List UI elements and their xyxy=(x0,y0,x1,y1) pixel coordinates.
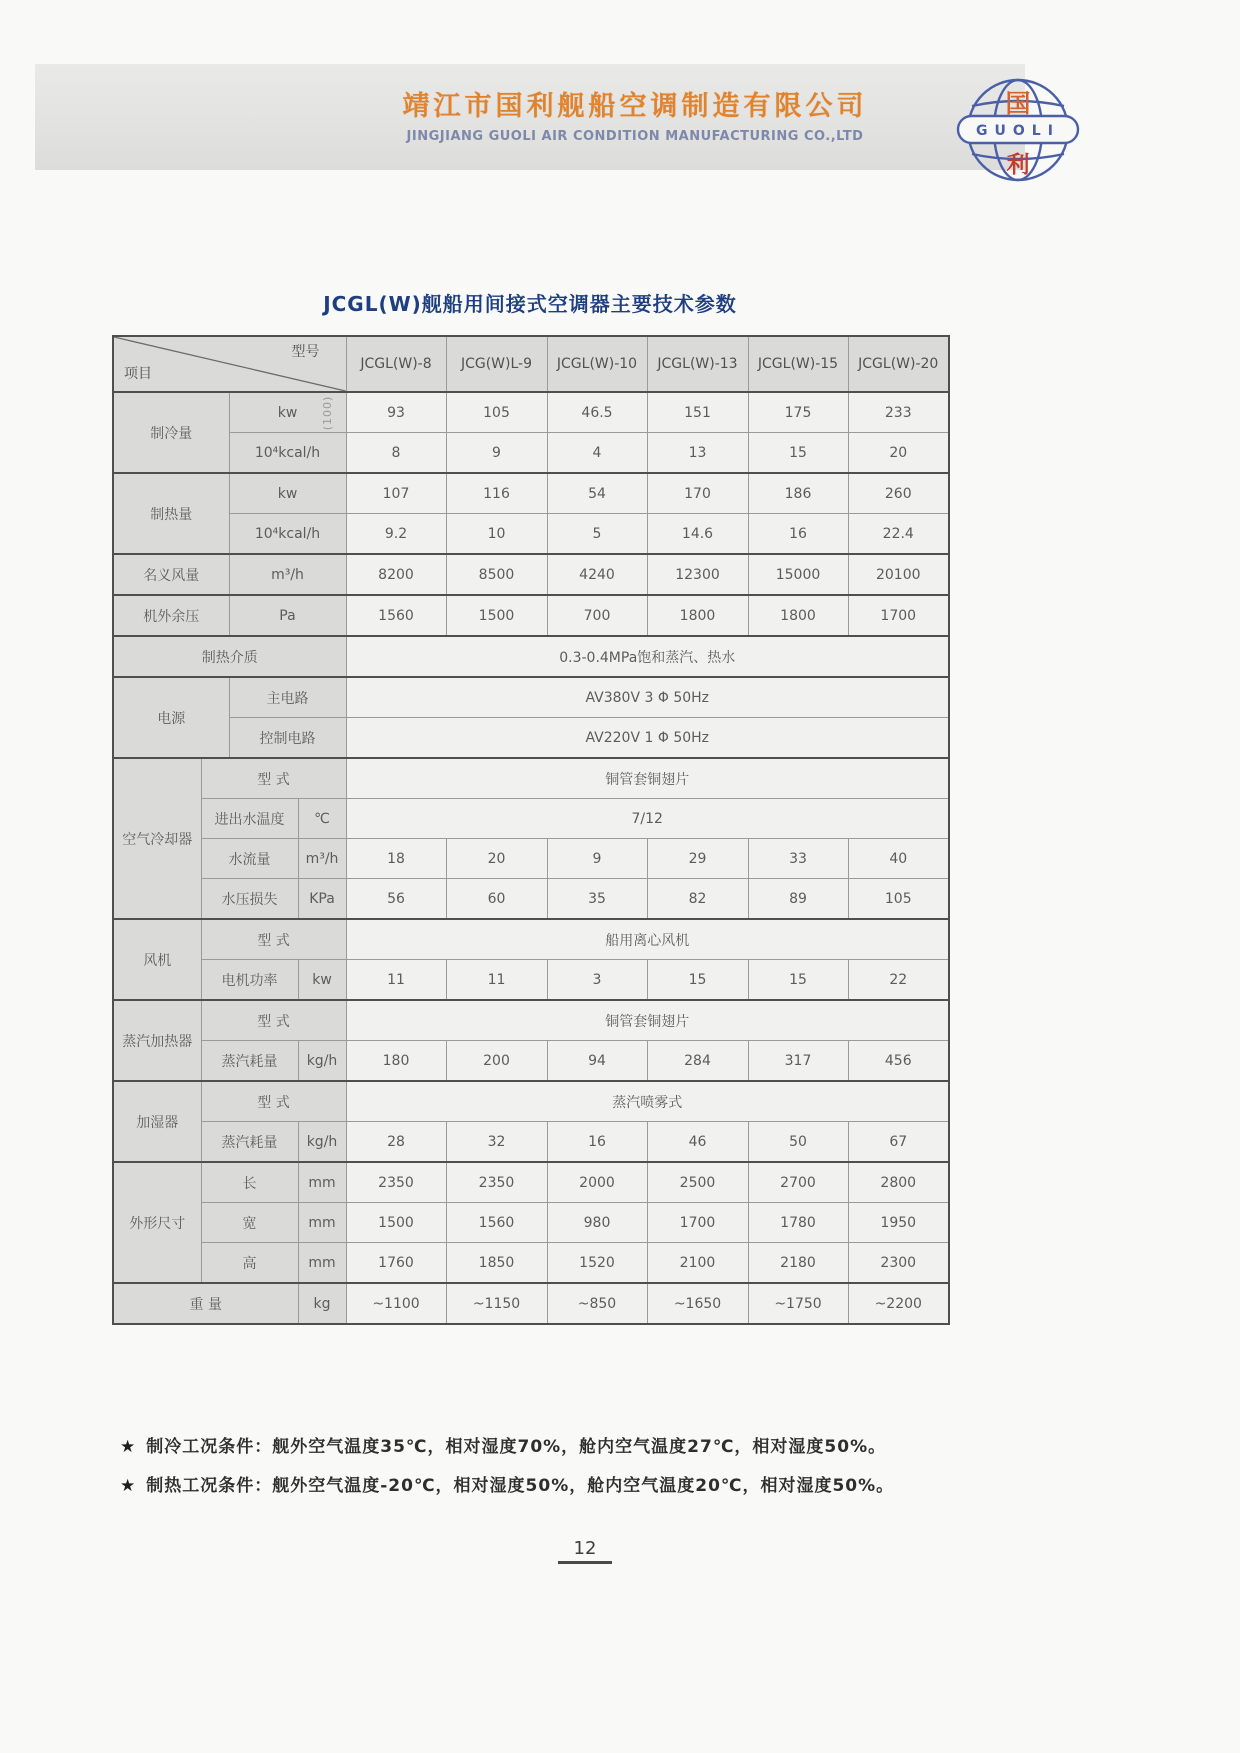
value-cell: 11 xyxy=(446,960,547,1001)
value-cell: 1850 xyxy=(446,1243,547,1284)
row-unit-label: Pa xyxy=(229,595,346,636)
table-row xyxy=(113,636,949,677)
value-cell: 170 xyxy=(647,473,748,514)
value-cell: 4240 xyxy=(547,554,647,595)
value-cell: ~1650 xyxy=(647,1283,748,1324)
value-cell: 105 xyxy=(446,392,547,433)
value-cell: 14.6 xyxy=(647,514,748,555)
corner-label-model: 型号 xyxy=(291,344,320,360)
table-row xyxy=(113,392,949,433)
value-cell: 12300 xyxy=(647,554,748,595)
row-sub-label: 型 式 xyxy=(201,1000,346,1041)
company-name-cn: 靖江市国利舰船空调制造有限公司 xyxy=(402,91,868,122)
merged-value-cell: 船用离心风机 xyxy=(346,919,949,960)
star-icon: ★ xyxy=(120,1476,137,1496)
merged-value-cell: 铜管套铜翅片 xyxy=(346,758,949,799)
merged-value-cell: 蒸汽喷雾式 xyxy=(346,1081,949,1122)
model-header: JCGL(W)-13 xyxy=(647,336,748,392)
value-cell: 2700 xyxy=(748,1162,848,1203)
table-row xyxy=(113,595,949,636)
value-cell: 260 xyxy=(848,473,949,514)
value-cell: 2500 xyxy=(647,1162,748,1203)
spec-table xyxy=(112,335,950,1325)
value-cell: 93 xyxy=(346,392,446,433)
row-unit-label: mm xyxy=(298,1243,346,1284)
table-row xyxy=(113,1203,949,1243)
note-heating-condition xyxy=(120,1471,1020,1496)
diagonal-corner-cell xyxy=(113,336,346,392)
value-cell: 1560 xyxy=(446,1203,547,1243)
table-row xyxy=(113,758,949,799)
value-cell: 700 xyxy=(547,595,647,636)
value-cell: 54 xyxy=(547,473,647,514)
row-group-label: 名义风量 xyxy=(113,554,229,595)
value-cell: 1800 xyxy=(748,595,848,636)
value-cell: 16 xyxy=(748,514,848,555)
table-row xyxy=(113,514,949,555)
value-cell: 1500 xyxy=(346,1203,446,1243)
page-number-wrap xyxy=(0,1538,1170,1564)
value-cell: 4 xyxy=(547,433,647,474)
table-header-row xyxy=(113,336,949,392)
value-cell: 20100 xyxy=(848,554,949,595)
value-cell: 1780 xyxy=(748,1203,848,1243)
globe-icon xyxy=(952,66,1084,194)
company-name-en: JINGJIANG GUOLI AIR CONDITION MANUFACTURING CO.,LTD xyxy=(406,129,864,144)
value-cell: 8 xyxy=(346,433,446,474)
model-header: JCGL(W)-8 xyxy=(346,336,446,392)
value-cell: 151 xyxy=(647,392,748,433)
value-cell: 20 xyxy=(848,433,949,474)
value-cell: 1950 xyxy=(848,1203,949,1243)
table-row xyxy=(113,1122,949,1163)
value-cell: 1800 xyxy=(647,595,748,636)
value-cell: 33 xyxy=(748,839,848,879)
table-row xyxy=(113,1243,949,1284)
table-row xyxy=(113,1041,949,1082)
table-row xyxy=(113,1283,949,1324)
table-row xyxy=(113,1162,949,1203)
value-cell: ~1750 xyxy=(748,1283,848,1324)
value-cell: 5 xyxy=(547,514,647,555)
value-cell: 105 xyxy=(848,879,949,920)
row-sub-label: 10⁴kcal/h xyxy=(229,514,346,555)
value-cell: 94 xyxy=(547,1041,647,1082)
row-unit-label: mm xyxy=(298,1203,346,1243)
value-cell: ~1150 xyxy=(446,1283,547,1324)
value-cell: 28 xyxy=(346,1122,446,1163)
table-row xyxy=(113,960,949,1001)
value-cell: 9 xyxy=(446,433,547,474)
value-cell: 1700 xyxy=(848,595,949,636)
value-cell: 1700 xyxy=(647,1203,748,1243)
value-cell: 2800 xyxy=(848,1162,949,1203)
table-row xyxy=(113,473,949,514)
row-unit-label: kg/h xyxy=(298,1041,346,1082)
row-group-label: 制冷量 xyxy=(113,392,229,473)
value-cell: 180 xyxy=(346,1041,446,1082)
value-cell: 233 xyxy=(848,392,949,433)
value-cell: 18 xyxy=(346,839,446,879)
value-cell: 50 xyxy=(748,1122,848,1163)
star-icon: ★ xyxy=(120,1437,137,1457)
value-cell: 1760 xyxy=(346,1243,446,1284)
value-cell: 980 xyxy=(547,1203,647,1243)
value-cell: 2100 xyxy=(647,1243,748,1284)
row-sub-label: kw xyxy=(229,473,346,514)
row-group-label: 风机 xyxy=(113,919,201,1000)
row-sub-label: 主电路 xyxy=(229,677,346,718)
value-cell: 175 xyxy=(748,392,848,433)
row-sub-label: 型 式 xyxy=(201,758,346,799)
note-text: 制冷工况条件：舰外空气温度35℃，相对湿度70%，舱内空气温度27℃，相对湿度50%。 xyxy=(146,1437,887,1457)
row-unit-label: mm xyxy=(298,1162,346,1203)
value-cell: 32 xyxy=(446,1122,547,1163)
value-cell: 186 xyxy=(748,473,848,514)
row-group-label: 电源 xyxy=(113,677,229,758)
row-unit-label: ℃ xyxy=(298,799,346,839)
footnotes xyxy=(120,1432,1020,1510)
model-header: JCGL(W)-10 xyxy=(547,336,647,392)
row-group-label: 空气冷却器 xyxy=(113,758,201,919)
row-group-label: 加湿器 xyxy=(113,1081,201,1162)
row-sub-label: 长 xyxy=(201,1162,298,1203)
row-sub-label: 10⁴kcal/h xyxy=(229,433,346,474)
value-cell: 8500 xyxy=(446,554,547,595)
value-cell: 107 xyxy=(346,473,446,514)
value-cell: 89 xyxy=(748,879,848,920)
value-cell: 22.4 xyxy=(848,514,949,555)
table-row xyxy=(113,677,949,718)
value-cell: 11 xyxy=(346,960,446,1001)
row-sub-label: 蒸汽耗量 xyxy=(201,1041,298,1082)
logo-banner-text: GUOLI xyxy=(976,123,1060,139)
header-band xyxy=(35,64,1025,170)
logo-bottom-char: 利 xyxy=(1006,152,1030,178)
value-cell: 317 xyxy=(748,1041,848,1082)
value-cell: 15000 xyxy=(748,554,848,595)
value-cell: 35 xyxy=(547,879,647,920)
row-unit-label: kg/h xyxy=(298,1122,346,1163)
value-cell: 2350 xyxy=(446,1162,547,1203)
row-sub-label: 高 xyxy=(201,1243,298,1284)
value-cell: 82 xyxy=(647,879,748,920)
company-block xyxy=(375,84,895,144)
note-text: 制热工况条件：舰外空气温度-20℃，相对湿度50%，舱内空气温度20℃，相对湿度50%。 xyxy=(146,1476,895,1496)
table-row xyxy=(113,919,949,960)
value-cell: 22 xyxy=(848,960,949,1001)
company-logo xyxy=(952,66,1084,194)
row-sub-label: 型 式 xyxy=(201,1081,346,1122)
row-sub-label: 水流量 xyxy=(201,839,298,879)
value-cell: 29 xyxy=(647,839,748,879)
table-row xyxy=(113,433,949,474)
logo-top-char: 国 xyxy=(1005,89,1031,118)
handwritten-annotation: (100) xyxy=(320,395,334,430)
table-row xyxy=(113,799,949,839)
row-sub-label: 宽 xyxy=(201,1203,298,1243)
value-cell: 15 xyxy=(748,960,848,1001)
row-sub-label: 蒸汽耗量 xyxy=(201,1122,298,1163)
value-cell: 2300 xyxy=(848,1243,949,1284)
value-cell: 15 xyxy=(748,433,848,474)
row-group-label: 机外余压 xyxy=(113,595,229,636)
merged-value-cell: AV220V 1 Φ 50Hz xyxy=(346,718,949,759)
value-cell: 9 xyxy=(547,839,647,879)
value-cell: 8200 xyxy=(346,554,446,595)
cell-text: kw xyxy=(277,404,298,421)
table-row xyxy=(113,1000,949,1041)
page-number: 12 xyxy=(558,1538,613,1564)
value-cell: 20 xyxy=(446,839,547,879)
merged-value-cell: 铜管套铜翅片 xyxy=(346,1000,949,1041)
row-sub-label: 水压损失 xyxy=(201,879,298,920)
value-cell: 2350 xyxy=(346,1162,446,1203)
table-row xyxy=(113,1081,949,1122)
value-cell: ~1100 xyxy=(346,1283,446,1324)
model-header: JCGL(W)-20 xyxy=(848,336,949,392)
row-group-label: 制热量 xyxy=(113,473,229,554)
table-row xyxy=(113,718,949,759)
row-sub-label: 电机功率 xyxy=(201,960,298,1001)
row-sub-label: 型 式 xyxy=(201,919,346,960)
row-group-label: 制热介质 xyxy=(113,636,346,677)
value-cell: 2180 xyxy=(748,1243,848,1284)
value-cell: 60 xyxy=(446,879,547,920)
merged-value-cell: 7/12 xyxy=(346,799,949,839)
row-unit-label: m³/h xyxy=(229,554,346,595)
value-cell: 13 xyxy=(647,433,748,474)
value-cell: 1520 xyxy=(547,1243,647,1284)
merged-value-cell: AV380V 3 Φ 50Hz xyxy=(346,677,949,718)
value-cell: ~2200 xyxy=(848,1283,949,1324)
row-unit-label: kg xyxy=(298,1283,346,1324)
note-cooling-condition xyxy=(120,1432,1020,1457)
model-header: JCGL(W)-15 xyxy=(748,336,848,392)
row-unit-label: m³/h xyxy=(298,839,346,879)
corner-label-item: 项目 xyxy=(124,366,152,382)
row-group-label: 蒸汽加热器 xyxy=(113,1000,201,1081)
table-row xyxy=(113,839,949,879)
row-group-label: 重 量 xyxy=(113,1283,298,1324)
value-cell: ~850 xyxy=(547,1283,647,1324)
row-sub-label xyxy=(229,392,346,433)
value-cell: 15 xyxy=(647,960,748,1001)
value-cell: 3 xyxy=(547,960,647,1001)
value-cell: 10 xyxy=(446,514,547,555)
value-cell: 46 xyxy=(647,1122,748,1163)
value-cell: 56 xyxy=(346,879,446,920)
row-sub-label: 进出水温度 xyxy=(201,799,298,839)
value-cell: 40 xyxy=(848,839,949,879)
page-title: JCGL(W)舰船用间接式空调器主要技术参数 xyxy=(323,292,737,316)
table-row xyxy=(113,554,949,595)
row-sub-label: 控制电路 xyxy=(229,718,346,759)
merged-value-cell: 0.3-0.4MPa饱和蒸汽、热水 xyxy=(346,636,949,677)
value-cell: 116 xyxy=(446,473,547,514)
value-cell: 9.2 xyxy=(346,514,446,555)
value-cell: 284 xyxy=(647,1041,748,1082)
value-cell: 456 xyxy=(848,1041,949,1082)
row-unit-label: KPa xyxy=(298,879,346,920)
row-unit-label: kw xyxy=(298,960,346,1001)
value-cell: 1500 xyxy=(446,595,547,636)
value-cell: 200 xyxy=(446,1041,547,1082)
model-header: JCG(W)L-9 xyxy=(446,336,547,392)
value-cell: 2000 xyxy=(547,1162,647,1203)
value-cell: 67 xyxy=(848,1122,949,1163)
table-row xyxy=(113,879,949,920)
row-group-label: 外形尺寸 xyxy=(113,1162,201,1283)
value-cell: 46.5 xyxy=(547,392,647,433)
value-cell: 1560 xyxy=(346,595,446,636)
value-cell: 16 xyxy=(547,1122,647,1163)
